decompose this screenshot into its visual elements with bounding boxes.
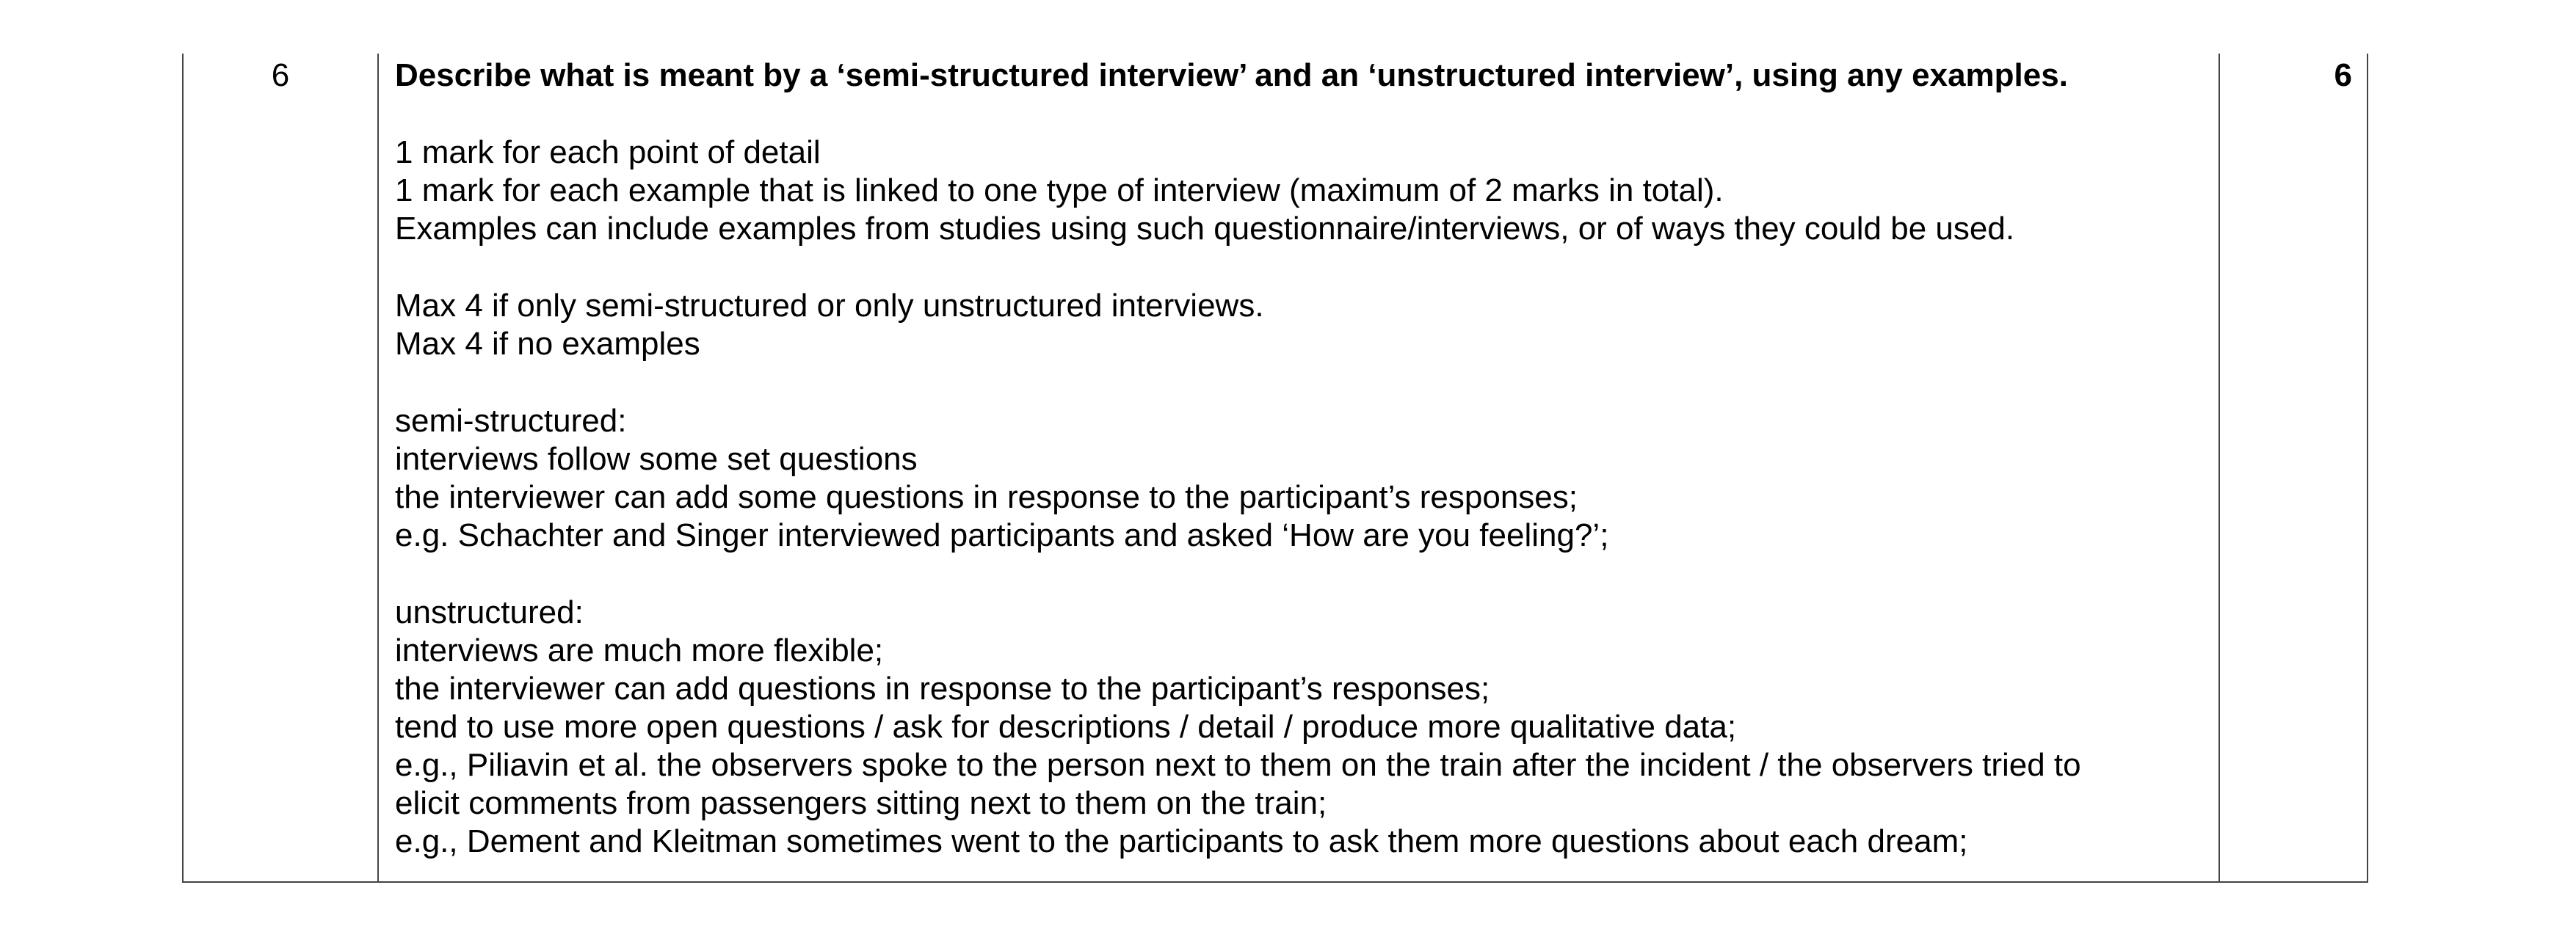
question-number: 6 (271, 57, 290, 93)
semi-structured-point: interviews follow some set questions (395, 441, 918, 477)
semi-structured-heading: semi-structured: (395, 403, 627, 439)
column-divider-question (377, 54, 379, 881)
marks-value: 6 (2334, 57, 2352, 93)
mark-scheme-table (182, 54, 2368, 883)
unstructured-point: e.g., Piliavin et al. the observers spoke to the person next to them on the train after the incident / the observers tried to (395, 747, 2081, 783)
unstructured-point: the interviewer can add questions in response to the participant’s responses; (395, 671, 1490, 707)
unstructured-point: interviews are much more flexible; (395, 633, 884, 668)
semi-structured-point: e.g. Schachter and Singer interviewed participants and asked ‘How are you feeling?’; (395, 517, 1609, 553)
spacer (395, 363, 2208, 402)
cap-line: Max 4 if no examples (395, 326, 700, 362)
guidance-line: 1 mark for each point of detail (395, 134, 821, 170)
cap-line: Max 4 if only semi-structured or only unstructured interviews. (395, 288, 1264, 324)
spacer (395, 248, 2208, 287)
guidance-line: 1 mark for each example that is linked to one type of interview (maximum of 2 marks in total). (395, 172, 1724, 208)
answer-cell (395, 57, 2208, 861)
unstructured-point: elicit comments from passengers sitting next to them on the train; (395, 785, 1327, 821)
question-prompt: Describe what is meant by a ‘semi-structured interview’ and an ‘unstructured interview’, using any examples. (395, 57, 2068, 93)
spacer (395, 555, 2208, 594)
unstructured-point: tend to use more open questions / ask for descriptions / detail / produce more qualitative data; (395, 709, 1737, 745)
spacer (395, 95, 2208, 134)
guidance-line: Examples can include examples from studies using such questionnaire/interviews, or of ways they could be used. (395, 211, 2015, 247)
unstructured-point: e.g., Dement and Kleitman sometimes went to the participants to ask them more questions about each dream; (395, 823, 1968, 859)
semi-structured-point: the interviewer can add some questions in response to the participant’s responses; (395, 479, 1578, 515)
unstructured-heading: unstructured: (395, 594, 584, 630)
column-divider-marks (2218, 54, 2220, 881)
